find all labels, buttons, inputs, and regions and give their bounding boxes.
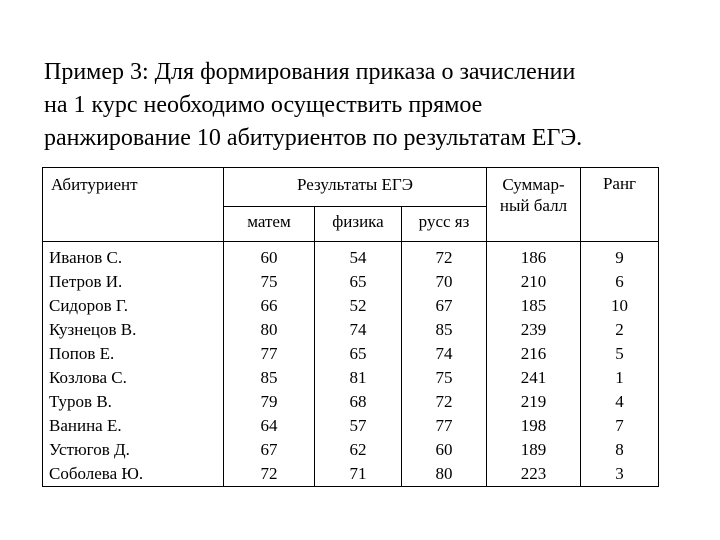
- total-score: 239: [520, 320, 547, 339]
- physics-score: 71: [349, 464, 367, 483]
- physics-score: 68: [349, 392, 367, 411]
- physics-score: 65: [349, 272, 367, 291]
- physics-score: 54: [349, 248, 367, 267]
- russian-score: 74: [435, 344, 453, 363]
- physics-score: 81: [349, 368, 367, 387]
- rank-value: 5: [615, 344, 624, 363]
- total-score: 223: [520, 464, 547, 483]
- applicant-name: Кузнецов В.: [49, 320, 137, 339]
- rank-value: 8: [615, 440, 624, 459]
- physics-column: [315, 242, 402, 487]
- total-score: 241: [520, 368, 547, 387]
- math-score: 79: [260, 392, 278, 411]
- math-score: 66: [260, 296, 278, 315]
- math-score: 72: [260, 464, 278, 483]
- header-total-line-1: Суммар-: [502, 175, 565, 194]
- rank-value: 7: [615, 416, 624, 435]
- rank-value: 2: [615, 320, 624, 339]
- rank-column: [581, 242, 659, 487]
- applicant-name: Попов Е.: [49, 344, 115, 363]
- physics-score: 52: [349, 296, 367, 315]
- total-score: 210: [520, 272, 547, 291]
- applicant-name: Петров И.: [49, 272, 123, 291]
- header-row-1: [43, 168, 659, 207]
- applicant-name: Козлова С.: [49, 368, 127, 387]
- russian-score: 80: [435, 464, 453, 483]
- applicant-name: Устюгов Д.: [49, 440, 130, 459]
- math-column: [224, 242, 315, 487]
- total-score: 185: [520, 296, 547, 315]
- russian-column: [402, 242, 487, 487]
- math-score: 77: [260, 344, 278, 363]
- math-score: 75: [260, 272, 278, 291]
- slide-title: [44, 56, 704, 155]
- rank-value: 3: [615, 464, 624, 483]
- applicant-name: Туров В.: [49, 392, 112, 411]
- header-math: матем: [224, 207, 315, 242]
- body-row: [43, 242, 659, 487]
- rank-value: 6: [615, 272, 624, 291]
- title-line-2: на 1 курс необходимо осуществить прямое: [44, 92, 483, 118]
- title-line-3: ранжирование 10 абитуриентов по результатам ЕГЭ.: [44, 125, 583, 151]
- header-applicant: Абитуриент: [43, 168, 224, 242]
- names-column: [43, 242, 224, 487]
- header-russian: русс яз: [402, 207, 487, 242]
- header-total-score: [487, 168, 581, 242]
- russian-score: 67: [435, 296, 453, 315]
- header-rank: Ранг: [581, 168, 659, 242]
- physics-score: 57: [349, 416, 367, 435]
- math-score: 67: [260, 440, 278, 459]
- title-line-1: Пример 3: Для формирования приказа о зачислении: [44, 59, 576, 85]
- rank-value: 4: [615, 392, 624, 411]
- math-score: 60: [260, 248, 278, 267]
- physics-score: 65: [349, 344, 367, 363]
- russian-score: 72: [435, 248, 453, 267]
- applicant-name: Иванов С.: [49, 248, 123, 267]
- rank-value: 1: [615, 368, 624, 387]
- applicant-name: Ванина Е.: [49, 416, 122, 435]
- header-total-line-2: ный балл: [499, 196, 568, 215]
- total-column: [487, 242, 581, 487]
- ege-results-table: [42, 167, 659, 487]
- math-score: 80: [260, 320, 278, 339]
- math-score: 64: [260, 416, 278, 435]
- total-score: 198: [520, 416, 547, 435]
- applicant-name: Сидоров Г.: [49, 296, 129, 315]
- math-score: 85: [260, 368, 278, 387]
- header-ege-results: Результаты ЕГЭ: [224, 168, 487, 207]
- russian-score: 72: [435, 392, 453, 411]
- total-score: 219: [520, 392, 547, 411]
- rank-value: 10: [611, 296, 628, 315]
- total-score: 186: [520, 248, 547, 267]
- applicant-name: Соболева Ю.: [49, 464, 144, 483]
- russian-score: 60: [435, 440, 453, 459]
- total-score: 216: [520, 344, 547, 363]
- russian-score: 75: [435, 368, 453, 387]
- physics-score: 74: [349, 320, 367, 339]
- header-physics: физика: [315, 207, 402, 242]
- russian-score: 77: [435, 416, 453, 435]
- russian-score: 85: [435, 320, 453, 339]
- physics-score: 62: [349, 440, 367, 459]
- total-score: 189: [520, 440, 547, 459]
- russian-score: 70: [435, 272, 453, 291]
- rank-value: 9: [615, 248, 624, 267]
